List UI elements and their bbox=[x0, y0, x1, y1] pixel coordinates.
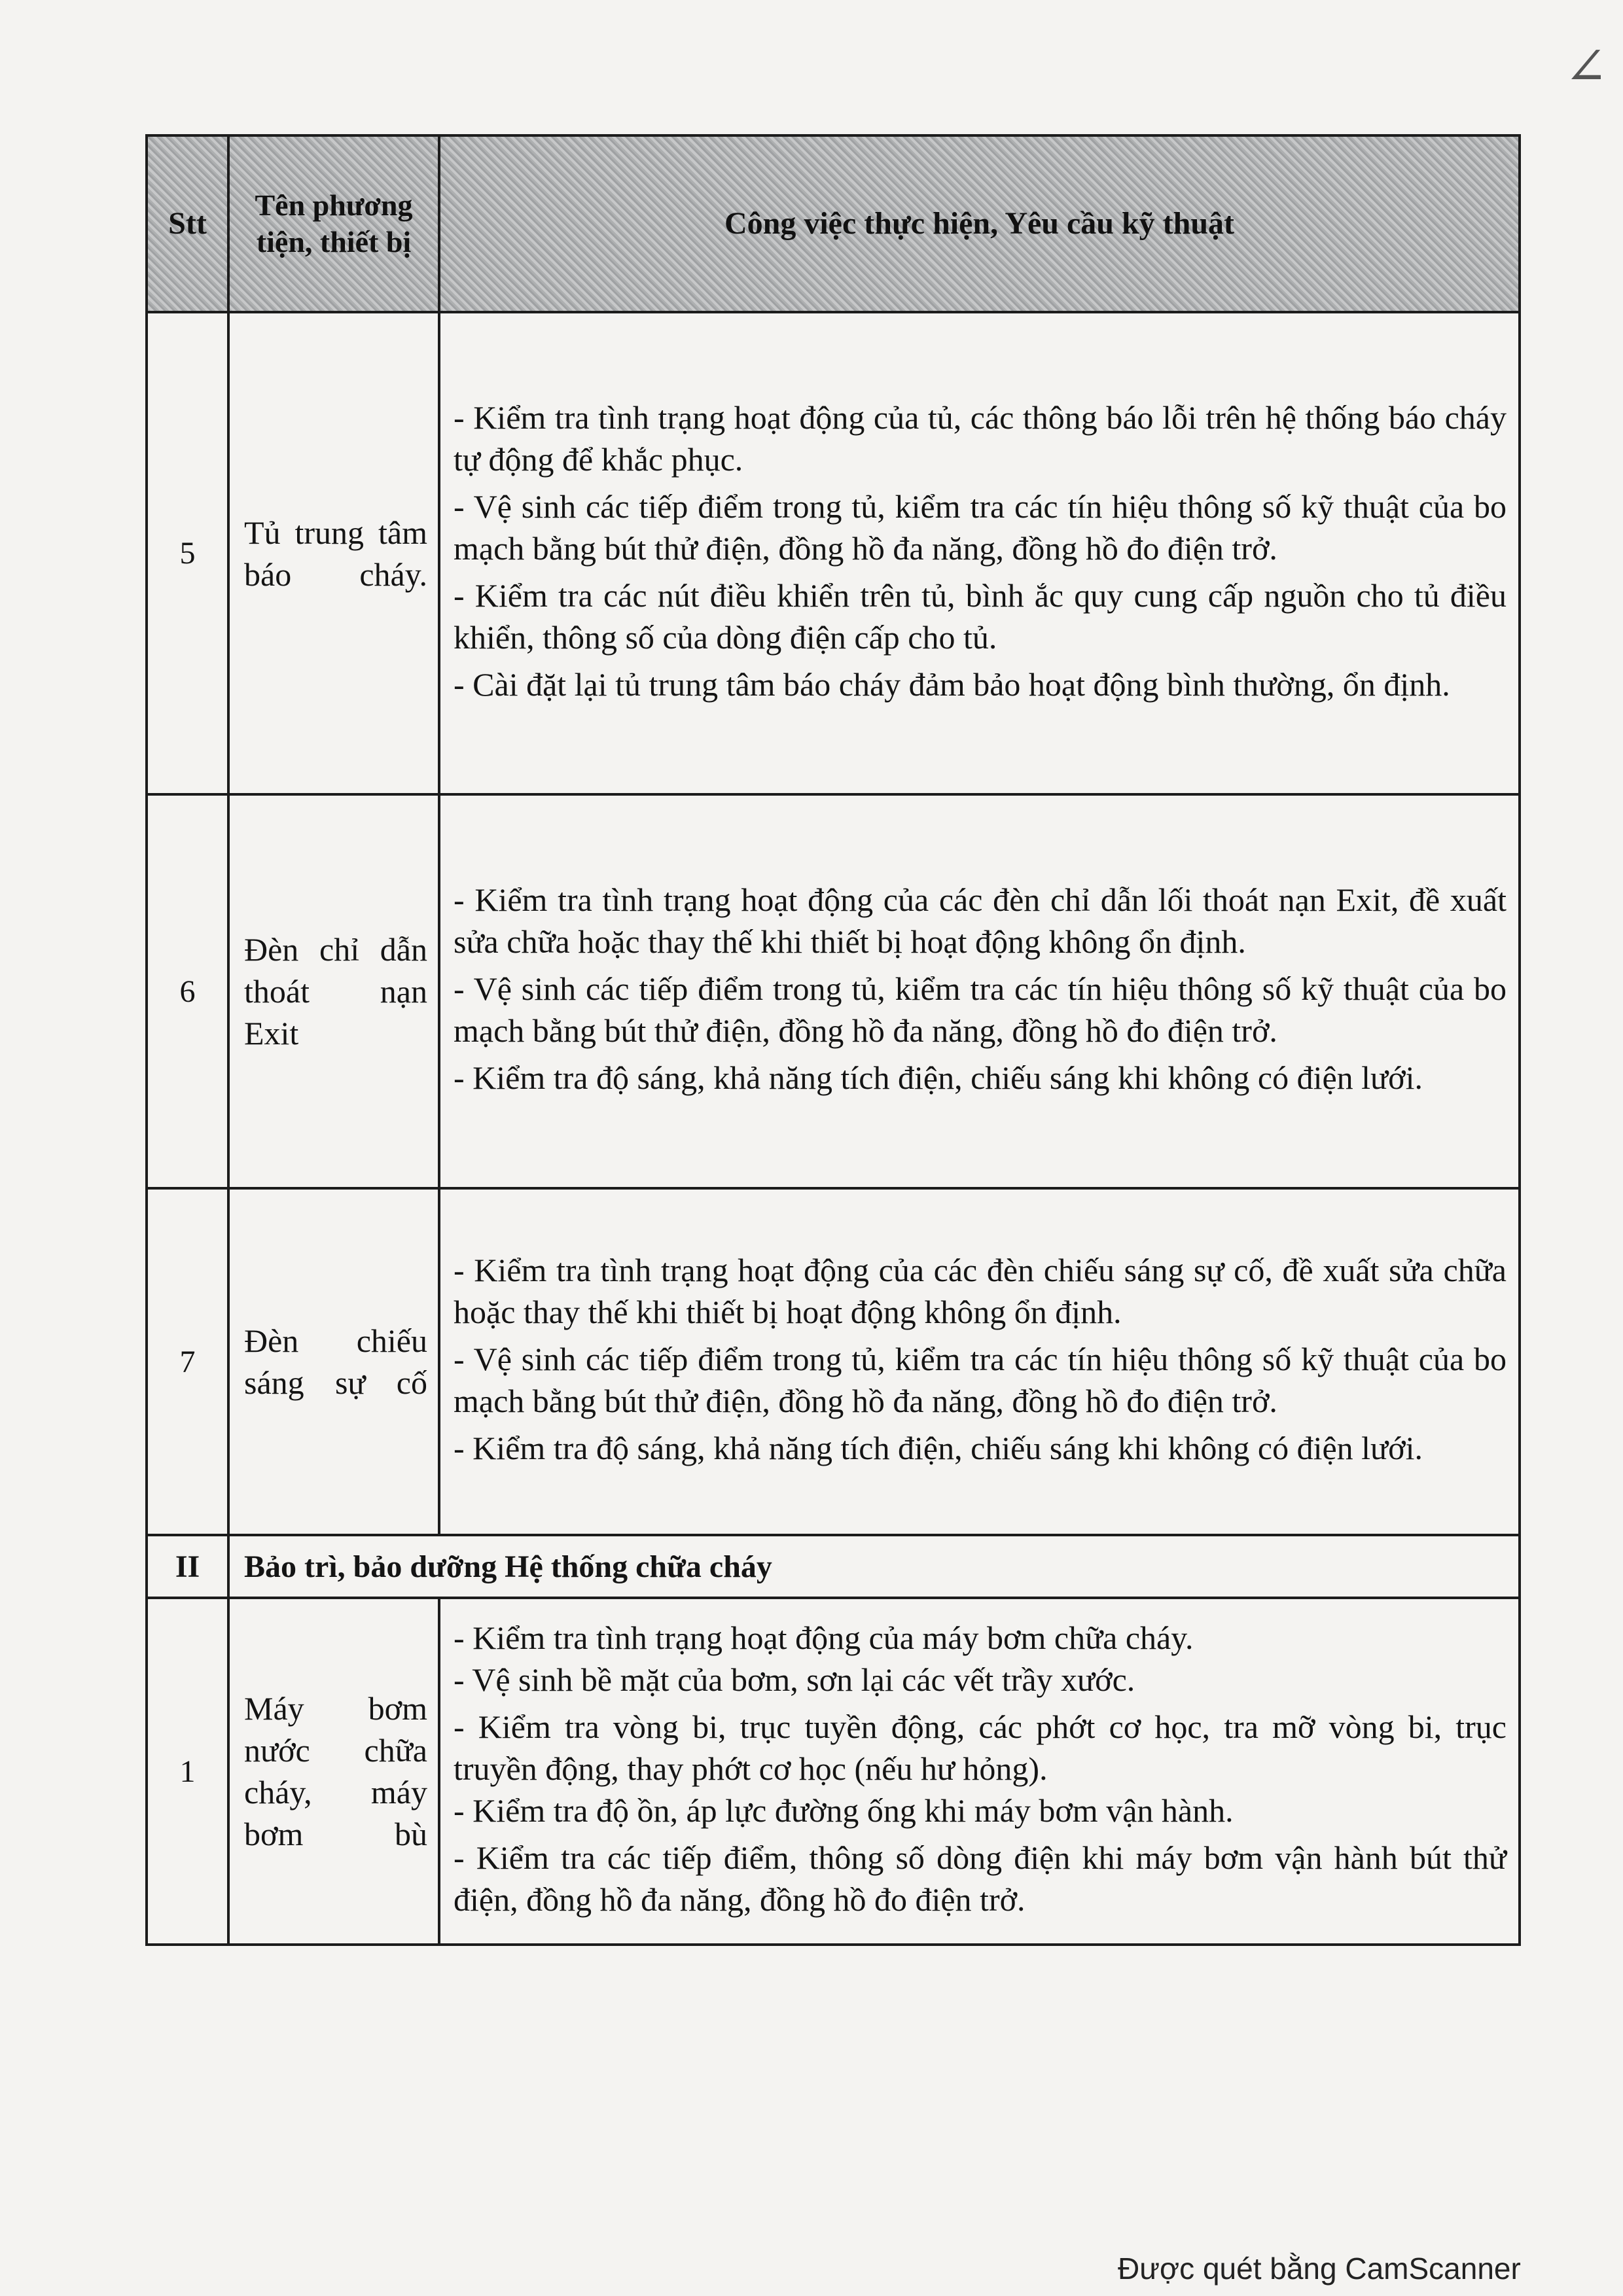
task-item: - Kiểm tra độ sáng, khả năng tích điện, chiếu sáng khi không có điện lưới. bbox=[454, 1430, 1423, 1466]
task-item: - Vệ sinh các tiếp điểm trong tủ, kiểm tra các tín hiệu thông số kỹ thuật của bo mạch bằng bút thử điện, đồng hồ đa năng, đồng hồ đo điện trở. bbox=[454, 970, 1507, 1049]
header-work-requirements: Công việc thực hiện, Yêu cầu kỹ thuật bbox=[439, 135, 1520, 312]
row-equipment-name: Tủ trung tâm báo cháy. bbox=[228, 312, 439, 794]
row-stt: 6 bbox=[147, 794, 228, 1188]
header-stt: Stt bbox=[147, 135, 228, 312]
table-row bbox=[147, 312, 1520, 794]
page-corner-mark: ∠ bbox=[1564, 39, 1609, 96]
row-equipment-name: Đèn chiếu sáng sự cố bbox=[228, 1188, 439, 1535]
row-equipment-name: Đèn chỉ dẫn thoát nạn Exit bbox=[228, 794, 439, 1188]
task-item: - Kiểm tra tình trạng hoạt động của máy bơm chữa cháy. bbox=[454, 1619, 1194, 1656]
row-tasks bbox=[439, 312, 1520, 794]
task-item: - Cài đặt lại tủ trung tâm báo cháy đảm bảo hoạt động bình thường, ổn định. bbox=[454, 665, 1450, 703]
scanner-watermark: Được quét bằng CamScanner bbox=[1118, 2252, 1521, 2286]
task-item: - Kiểm tra tình trạng hoạt động của các đèn chỉ dẫn lối thoát nạn Exit, đề xuất sửa chữa hoặc thay thế khi thiết bị hoạt động không ổn định. bbox=[454, 881, 1507, 960]
task-item: - Vệ sinh các tiếp điểm trong tủ, kiểm tra các tín hiệu thông số kỹ thuật của bo mạch bằng bút thử điện, đồng hồ đa năng, đồng hồ đo điện trở. bbox=[454, 487, 1507, 567]
row-stt: 5 bbox=[147, 312, 228, 794]
maintenance-table bbox=[145, 134, 1521, 1946]
row-tasks bbox=[439, 1598, 1520, 1945]
row-stt: 7 bbox=[147, 1188, 228, 1535]
section-row bbox=[147, 1535, 1520, 1598]
task-item: - Vệ sinh các tiếp điểm trong tủ, kiểm tra các tín hiệu thông số kỹ thuật của bo mạch bằng bút thử điện, đồng hồ đa năng, đồng hồ đo điện trở. bbox=[454, 1341, 1507, 1419]
task-item: - Kiểm tra vòng bi, trục tuyền động, các phớt cơ học, tra mỡ vòng bi, trục truyền động, thay phớt cơ học (nếu hư hỏng). bbox=[454, 1708, 1507, 1787]
table-row bbox=[147, 1598, 1520, 1945]
task-item: - Kiểm tra các tiếp điểm, thông số dòng điện khi máy bơm vận hành bút thử điện, đồng hồ đa năng, đồng hồ đo điện trở. bbox=[454, 1839, 1507, 1918]
task-item: - Kiểm tra các nút điều khiển trên tủ, bình ắc quy cung cấp nguồn cho tủ điều khiển, thông số của dòng điện cấp cho tủ. bbox=[454, 576, 1507, 656]
section-number: II bbox=[147, 1535, 228, 1598]
table-header-row bbox=[147, 135, 1520, 312]
table-row bbox=[147, 794, 1520, 1188]
task-item: - Kiểm tra độ ồn, áp lực đường ống khi máy bơm vận hành. bbox=[454, 1792, 1234, 1829]
header-equipment-name: Tên phương tiện, thiết bị bbox=[228, 135, 439, 312]
task-item: - Kiểm tra tình trạng hoạt động của các đèn chiếu sáng sự cố, đề xuất sửa chữa hoặc thay thế khi thiết bị hoạt động không ổn định. bbox=[454, 1252, 1507, 1330]
section-title: Bảo trì, bảo dưỡng Hệ thống chữa cháy bbox=[228, 1535, 1520, 1598]
row-tasks bbox=[439, 794, 1520, 1188]
row-stt: 1 bbox=[147, 1598, 228, 1945]
row-equipment-name: Máy bơm nước chữa cháy, máy bơm bù bbox=[228, 1598, 439, 1945]
table-row bbox=[147, 1188, 1520, 1535]
task-item: - Vệ sinh bề mặt của bơm, sơn lại các vết trầy xước. bbox=[454, 1661, 1135, 1698]
row-tasks bbox=[439, 1188, 1520, 1535]
task-item: - Kiểm tra độ sáng, khả năng tích điện, chiếu sáng khi không có điện lưới. bbox=[454, 1059, 1423, 1096]
task-item: - Kiểm tra tình trạng hoạt động của tủ, các thông báo lỗi trên hệ thống báo cháy tự động để khắc phục. bbox=[454, 398, 1507, 478]
